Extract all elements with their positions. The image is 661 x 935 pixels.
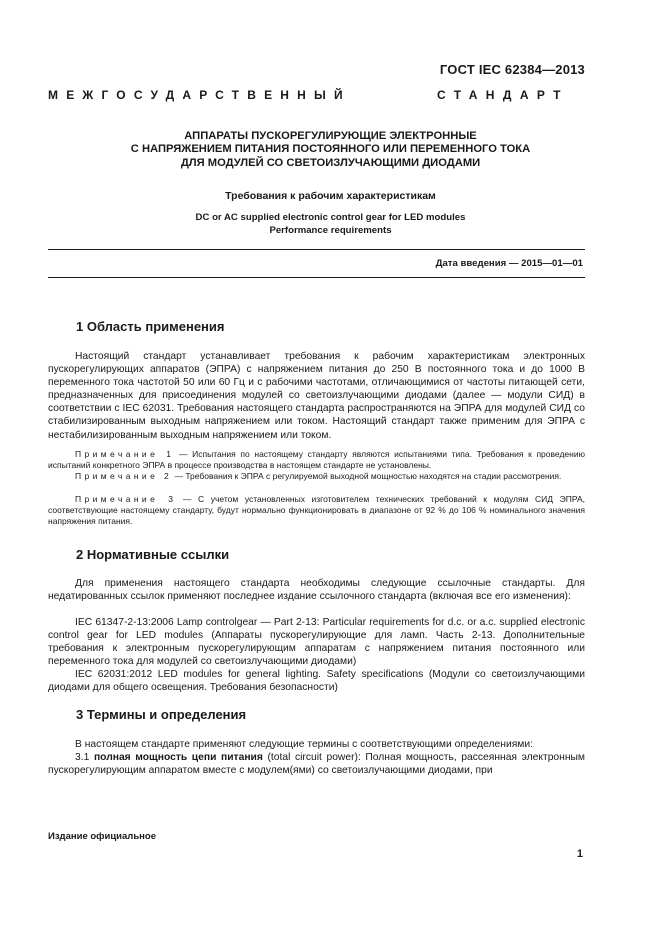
note [48, 471, 585, 482]
title-line: С НАПРЯЖЕНИЕМ ПИТАНИЯ ПОСТОЯННОГО ИЛИ ПЕРЕМЕННОГО ТОКА [130, 143, 531, 156]
standard-label: СТАНДАРТ [437, 88, 569, 102]
page-number: 1 [576, 848, 583, 860]
english-title-line: DC or AC supplied electronic control gear for LED modules [195, 212, 466, 223]
title-line: ДЛЯ МОДУЛЕЙ СО СВЕТОИЗЛУЧАЮЩИМИ ДИОДАМИ [180, 156, 481, 169]
body-paragraph: Для применения настоящего стандарта необходимы следующие ссылочные стандарты. Для недатированных ссылок применяют последнее издание ссылочного стандарта (включая все его изменения): [48, 578, 585, 603]
reference-entry: IEC 62031:2012 LED modules for general lighting. Safety specifications (Модули со светоизлучающими диодами для общего освещения. Требования безопасности) [48, 669, 585, 694]
date-divider [48, 277, 585, 278]
note [48, 449, 585, 471]
term-name: полная мощность цепи питания [93, 752, 263, 763]
term-description: (total circuit power): Полная мощность, рассеянная электронным пускорегулирующим аппаратом вместе с модулем(ями) со светоизлучающими диодами, при [48, 752, 585, 777]
introduction-date: Дата введения — 2015—01—01 [435, 258, 583, 269]
note-text: — С учетом установленных изготовителем технических требований к модулям СИД ЭПРА, соответствующие настоящему стандарту, будут нормально функционировать в диапазоне от 92 % до 106 % номинального значения напряжения питания. [48, 494, 585, 527]
term-number: 3.1 [75, 752, 90, 763]
note-label: Примечание 1 [75, 449, 175, 459]
interstate-label: МЕЖГОСУДАРСТВЕННЫЙ [48, 88, 351, 102]
title-line: АППАРАТЫ ПУСКОРЕГУЛИРУЮЩИЕ ЭЛЕКТРОННЫЕ [184, 130, 477, 142]
note-label: Примечание 2 [75, 471, 173, 481]
note-text: — Испытания по настоящему стандарту являются испытаниями типа. Требования к проведению испытаний конкретного ЭПРА в процессе производства в настоящем стандарте не установлены. [48, 449, 585, 471]
section-heading: 3 Термины и определения [76, 707, 247, 722]
body-paragraph: В настоящем стандарте применяют следующие термины с соответствующими определениями: [75, 739, 533, 750]
reference-entry: IEC 61347-2-13:2006 Lamp controlgear — Part 2-13: Particular requirements for d.c. or a.c. supplied electronic control gear for LED modules (Аппараты пускорегулирующие для ламп. Часть 2-13. Дополнительные требования к электронным пускорегулирующим аппаратам с напряжением питания постоянного или переменного тока для модулей со светоизлучающими диодами) [48, 617, 585, 668]
section-heading: 1 Область применения [76, 319, 225, 334]
english-title-line: Performance requirements [269, 225, 392, 236]
edition-label: Издание официальное [48, 831, 156, 842]
body-paragraph: Настоящий стандарт устанавливает требования к рабочим характеристикам электронных пускорегулирующих аппаратов (ЭПРА) с напряжением питания до 250 В постоянного тока и до 1000 В переменного тока частотой 50 или 60 Гц и с рабочими частотами, отличающимися от частоты питающей сети, предназначенных для присоединения модулей со светоизлучающими диодами (далее — модули СИД) в соответствии с IEC 62031. Требования настоящего стандарта распространяются на ЭПРА для модулей СИД со стабилизированным выходным напряжением или током. Настоящий стандарт также применим для ЭПРА с нестабилизированным выходным напряжением или током. [48, 351, 585, 441]
document-title [48, 130, 613, 170]
term-definition [48, 751, 585, 777]
english-title [48, 211, 613, 237]
document-subtitle: Требования к рабочим характеристикам [225, 190, 436, 202]
top-divider [48, 249, 585, 250]
section-heading: 2 Нормативные ссылки [76, 547, 230, 562]
note [48, 494, 585, 528]
gost-number: ГОСТ IEC 62384—2013 [439, 62, 585, 77]
note-label: Примечание 3 [75, 494, 177, 504]
note-text: — Требования к ЭПРА с регулируемой выходной мощностью находятся на стадии рассмотрения. [174, 471, 562, 481]
